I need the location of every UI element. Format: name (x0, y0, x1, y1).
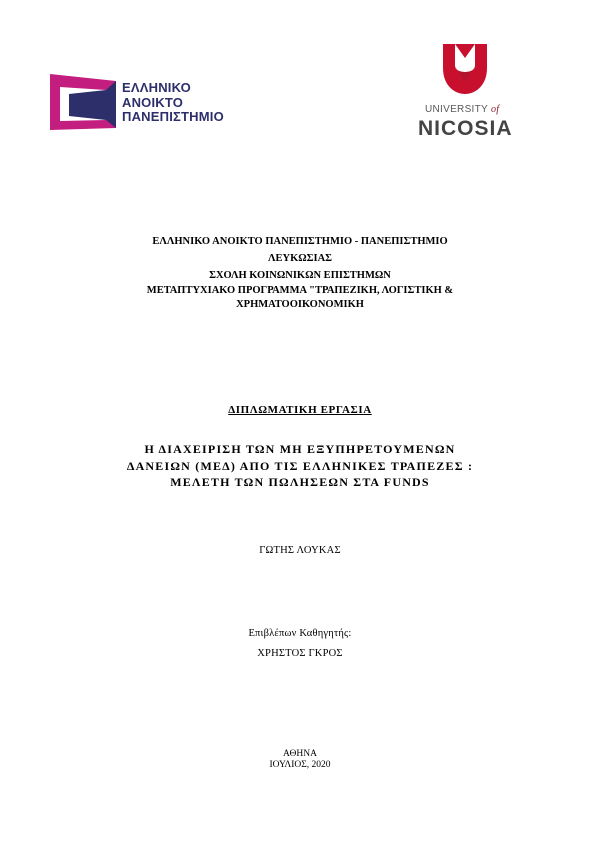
program-line-1: ΜΕΤΑΠΤΥΧΙΑΚΟ ΠΡΟΓΡΑΜΜΑ "ΤΡΑΠΕΖΙΚΗ, ΛΟΓΙΣΤΙΚΗ & (146, 285, 454, 296)
city: ΑΘΗΝΑ (283, 749, 317, 759)
institution-line-1: ΕΛΛΗΝΙΚΟ ΑΝΟΙΚΤΟ ΠΑΝΕΠΙΣΤΗΜΙΟ - ΠΑΝΕΠΙΣΤΗΜΙΟ (152, 236, 448, 247)
eap-line-3: ΠΑΝΕΠΙΣΤΗΜΙΟ (122, 109, 224, 124)
eap-line-2: ΑΝΟΙΚΤΟ (122, 94, 184, 110)
nicosia-of-word: of (490, 104, 500, 115)
nicosia-name: NICOSIA (418, 117, 513, 140)
institution-block (90, 233, 510, 311)
date: ΙΟΥΛΙΟΣ, 2020 (269, 760, 331, 770)
supervisor-label: Επιβλέπων Καθηγητής: (248, 628, 352, 639)
thesis-title (60, 441, 540, 491)
supervisor-name: ΧΡΗΣΤΟΣ ΓΚΡΟΣ (257, 648, 343, 659)
eap-line-1: ΕΛΛΗΝΙΚΟ (122, 80, 191, 95)
eap-emblem-icon (50, 70, 120, 132)
institution-line-2: ΛΕΥΚΩΣΙΑΣ (267, 253, 333, 264)
title-line-2: ΔΑΝΕΙΩΝ (ΜΕΔ) ΑΠΟ ΤΙΣ ΕΛΛΗΝΙΚΕΣ ΤΡΑΠΕΖΕΣ : (126, 458, 474, 473)
title-line-1: Η ΔΙΑΧΕΙΡΙΣΗ ΤΩΝ ΜΗ ΕΞΥΠΗΡΕΤΟΥΜΕΝΩΝ (144, 442, 456, 456)
eap-wordmark (122, 81, 224, 125)
nicosia-university-word: UNIVERSITY (425, 104, 488, 115)
nicosia-university-text (425, 104, 499, 115)
hellenic-open-university-logo (50, 70, 240, 132)
author-name: ΓΩΤΗΣ ΛΟΥΚΑΣ (259, 545, 341, 556)
nicosia-shield-icon (443, 44, 487, 94)
program-line-2: ΧΡΗΜΑΤΟΟΙΚΟΝΟΜΙΚΗ (236, 298, 364, 310)
school-name: ΣΧΟΛΗ ΚΟΙΝΩΝΙΚΩΝ ΕΠΙΣΤΗΜΩΝ (209, 270, 391, 281)
document-type: ΔΙΠΛΩΜΑΤΙΚΗ ΕΡΓΑΣΙΑ (228, 404, 372, 416)
title-line-3: ΜΕΛΕΤΗ ΤΩΝ ΠΩΛΗΣΕΩΝ ΣΤΑ FUNDS (170, 475, 430, 489)
university-of-nicosia-logo (412, 44, 522, 144)
